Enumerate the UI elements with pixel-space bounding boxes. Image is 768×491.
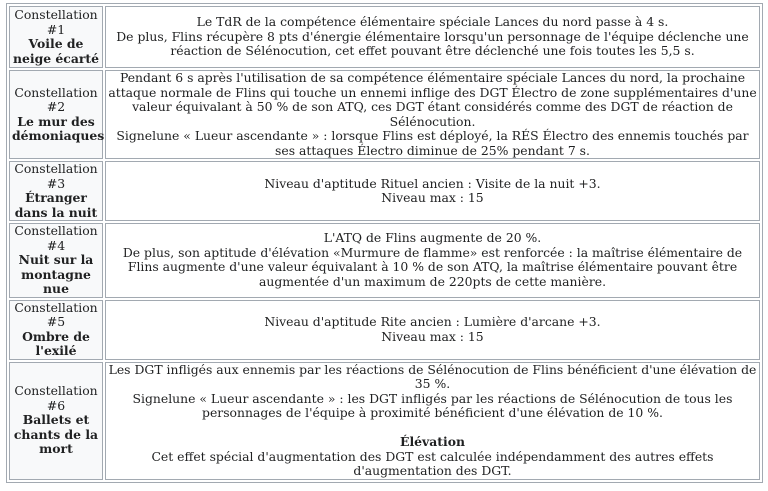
constellation-number: Constellation #3 (14, 161, 98, 191)
constellation-name: Le mur des démoniaques (12, 113, 105, 143)
constellation-label-cell (9, 300, 103, 360)
constellation-description-cell (105, 161, 760, 221)
constellation-label-cell (9, 223, 103, 298)
description-line: Le TdR de la compétence élémentaire spéciale Lances du nord passe à 4 s. (196, 14, 669, 30)
table-row (9, 6, 760, 68)
table-row (9, 300, 760, 360)
constellation-label-cell (9, 70, 103, 159)
constellation-name: Étranger dans la nuit (14, 190, 98, 220)
constellation-label-cell (9, 161, 103, 221)
description-line: L'ATQ de Flins augmente de 20 %. (323, 230, 542, 246)
constellations-table (6, 3, 763, 483)
description-line: Niveau d'aptitude Rituel ancien : Visite de la nuit +3. (264, 175, 601, 191)
description-line: Signelune « Lueur ascendante » : lorsque Flins est déployé, la RÉS Électro des ennemis touchés par ses attaques Électro diminue de 25% pendant 7 s. (116, 128, 749, 158)
description-note: Cet effet spécial d'augmentation des DGT est calculée indépendamment des autres effets d'augmentation des DGT. (151, 448, 714, 478)
constellation-label-cell (9, 6, 103, 68)
description-line: Niveau max : 15 (381, 190, 484, 205)
description-line: Les DGT infligés aux ennemis par les réactions de Sélénocution de Flins bénéficient d'une élévation de 35 %. (108, 361, 757, 391)
constellation-number: Constellation #1 (14, 7, 98, 37)
constellation-number: Constellation #5 (14, 299, 98, 329)
description-line: De plus, Flins récupère 8 pts d'énergie élémentaire lorsqu'un personnage de l'équipe déclenche une réaction de Sélénocution, cet effet pouvant être déclenché une fois toutes les 5,5 s. (116, 28, 749, 59)
description-line: Niveau d'aptitude Rite ancien : Lumière d'arcane +3. (264, 314, 601, 329)
spacer (108, 421, 757, 436)
constellation-name: Nuit sur la montagne nue (18, 252, 94, 296)
constellation-description-cell (105, 300, 760, 360)
constellation-name: Ombre de l'exilé (22, 328, 90, 358)
constellation-description-cell (105, 223, 760, 298)
constellation-description-cell (105, 70, 760, 159)
description-line: Niveau max : 15 (381, 328, 484, 344)
constellation-name: Voile de neige écarté (12, 36, 100, 66)
constellations-table-wrapper (6, 3, 763, 483)
description-line: Pendant 6 s après l'utilisation de sa compétence élémentaire spéciale Lances du nord, la prochaine attaque normale de Flins qui touche un ennemi inflige des DGT Électro de zone supplémentaires d'une valeur équivalant à 50 % de son ATQ, ces DGT étant considérés comme des DGT de réaction de Sélénocution. (108, 70, 757, 129)
table-row (9, 223, 760, 298)
constellation-description-cell (105, 362, 760, 480)
subheading (108, 435, 757, 450)
description-line: Signelune « Lueur ascendante » : les DGT infligés par les réactions de Sélénocution de tous les personnages de l'équipe à proximité bénéficient d'une élévation de 10 %. (132, 390, 733, 420)
table-row (9, 70, 760, 159)
constellation-description-cell (105, 6, 760, 68)
description-line: De plus, son aptitude d'élévation «Murmure de flamme» est renforcée : la maîtrise élémentaire de Flins augmente d'une valeur équivalant à 10 % de son ATQ, la maîtrise élémentaire pouvant être augmentée d'un maximum de 220pts de cette manière. (122, 244, 743, 289)
constellation-number: Constellation #2 (14, 84, 98, 114)
table-row (9, 161, 760, 221)
constellation-label-cell (9, 362, 103, 480)
constellation-name: Ballets et chants de la mort (13, 412, 99, 457)
subheading-text: Élévation (400, 434, 465, 449)
table-row (9, 362, 760, 480)
constellation-number: Constellation #4 (14, 223, 98, 253)
constellation-number: Constellation #6 (14, 383, 98, 413)
